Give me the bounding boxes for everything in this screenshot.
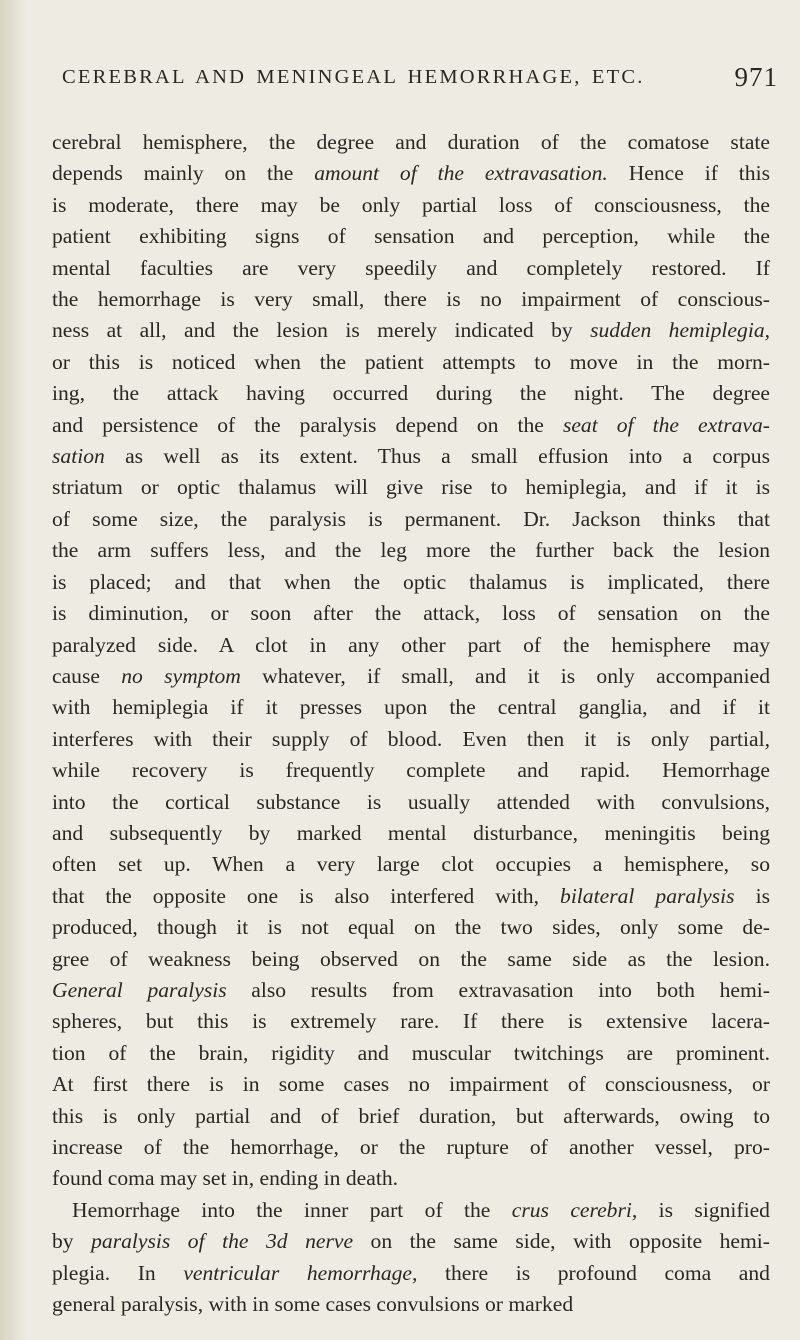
text-run: is bbox=[734, 883, 770, 908]
text-line bbox=[52, 1195, 770, 1226]
text-line bbox=[52, 190, 770, 221]
text-line bbox=[52, 1101, 770, 1132]
page-number: 971 bbox=[734, 62, 778, 92]
text-run: ing, the attack having occurred during the night. The degree bbox=[52, 381, 770, 406]
text-line bbox=[52, 1258, 770, 1289]
text-run: cerebral hemisphere, the degree and duration of the comatose state bbox=[52, 130, 770, 154]
text-run: is moderate, there may be only partial loss of consciousness, the bbox=[52, 192, 770, 217]
text-run: mental faculties are very speedily and completely restored. If bbox=[52, 255, 770, 280]
text-line bbox=[52, 1006, 770, 1037]
text-run: general paralysis, with in some cases convulsions or marked bbox=[52, 1292, 574, 1317]
text-line bbox=[52, 912, 770, 943]
text-line bbox=[52, 221, 770, 252]
text-line bbox=[52, 661, 770, 692]
text-line bbox=[52, 378, 770, 409]
text-line bbox=[52, 598, 770, 629]
italic-text: crus cerebri, bbox=[511, 1197, 638, 1222]
text-line bbox=[52, 1132, 770, 1163]
text-line bbox=[52, 535, 770, 566]
text-line bbox=[52, 410, 770, 441]
text-line bbox=[52, 1289, 770, 1320]
text-run: also results from extravasation into both hemi- bbox=[226, 977, 770, 1002]
text-line bbox=[52, 630, 770, 661]
text-line bbox=[52, 881, 770, 912]
text-line bbox=[52, 755, 770, 786]
italic-text: sudden hemiplegia, bbox=[590, 318, 771, 343]
text-run: as well as its extent. Thus a small effusion into a corpus bbox=[104, 444, 770, 469]
text-run: the hemorrhage is very small, there is no impairment of conscious- bbox=[52, 287, 770, 312]
text-run: while recovery is frequently complete and rapid. Hemorrhage bbox=[52, 758, 770, 783]
text-run: on the same side, with opposite hemi- bbox=[353, 1229, 770, 1254]
text-run: paralyzed side. A clot in any other part of the hemisphere may bbox=[52, 632, 770, 657]
body-text bbox=[52, 127, 770, 1320]
text-line bbox=[52, 1163, 770, 1194]
text-line bbox=[52, 347, 770, 378]
text-run: cause bbox=[52, 663, 122, 688]
text-line bbox=[52, 441, 770, 472]
text-line bbox=[52, 158, 770, 189]
text-run: interferes with their supply of blood. Even then it is only partial, bbox=[52, 726, 770, 751]
text-run: Hemorrhage into the inner part of the bbox=[72, 1197, 512, 1222]
text-run: striatum or optic thalamus will give rise to hemiplegia, and if it is bbox=[52, 475, 770, 500]
page-edge-shadow bbox=[0, 0, 26, 1340]
text-run: found coma may set in, ending in death. bbox=[52, 1166, 399, 1191]
text-line bbox=[52, 975, 770, 1006]
text-run: patient exhibiting signs of sensation and perception, while the bbox=[52, 224, 770, 249]
text-line bbox=[52, 787, 770, 818]
text-run: is placed; and that when the optic thalamus is implicated, there bbox=[52, 569, 770, 594]
text-line bbox=[52, 1038, 770, 1069]
text-run: ness at all, and the lesion is merely indicated by bbox=[52, 318, 591, 343]
text-line bbox=[52, 284, 770, 315]
text-line bbox=[52, 504, 770, 535]
text-run: gree of weakness being observed on the same side as the lesion. bbox=[52, 946, 770, 971]
text-run: of some size, the paralysis is permanent. Dr. Jackson thinks that bbox=[52, 506, 770, 531]
text-run: the arm suffers less, and the leg more the further back the lesion bbox=[52, 538, 770, 563]
text-run: is diminution, or soon after the attack, loss of sensation on the bbox=[52, 601, 770, 626]
italic-text: seat of the extrava- bbox=[562, 412, 770, 437]
text-line bbox=[52, 1069, 770, 1100]
text-line bbox=[52, 472, 770, 503]
text-run: increase of the hemorrhage, or the rupture of another vessel, pro- bbox=[52, 1135, 770, 1159]
text-run: this is only partial and of brief duration, but afterwards, owing to bbox=[52, 1103, 770, 1128]
text-run: with hemiplegia if it presses upon the central ganglia, and if it bbox=[52, 695, 770, 720]
text-line bbox=[52, 692, 770, 723]
italic-text: ventricular hemorrhage, bbox=[183, 1260, 418, 1285]
text-line bbox=[52, 127, 770, 158]
italic-text: General paralysis bbox=[52, 977, 227, 1002]
text-run: whatever, if small, and it is only accompanied bbox=[240, 663, 770, 688]
italic-text: paralysis of the 3d nerve bbox=[91, 1229, 354, 1254]
text-run: tion of the brain, rigidity and muscular twitchings are prominent. bbox=[52, 1040, 770, 1065]
text-run: plegia. In bbox=[52, 1260, 184, 1285]
text-run: and subsequently by marked mental disturbance, meningitis being bbox=[52, 820, 770, 845]
text-run: by bbox=[52, 1229, 92, 1254]
text-run: produced, though it is not equal on the two sides, only some de- bbox=[52, 915, 770, 940]
text-run: Hence if this bbox=[607, 161, 770, 186]
running-title: CEREBRAL AND MENINGEAL HEMORRHAGE, ETC. bbox=[62, 66, 645, 88]
text-line bbox=[52, 315, 770, 346]
text-line bbox=[52, 849, 770, 880]
text-line bbox=[52, 567, 770, 598]
text-line bbox=[52, 944, 770, 975]
text-line bbox=[52, 1226, 770, 1257]
running-head bbox=[62, 62, 778, 100]
text-run: there is profound coma and bbox=[417, 1260, 770, 1285]
text-line bbox=[52, 253, 770, 284]
text-run: depends mainly on the bbox=[52, 161, 315, 186]
text-run: often set up. When a very large clot occupies a hemisphere, so bbox=[52, 852, 770, 877]
italic-text: no symptom bbox=[121, 663, 241, 688]
italic-text: bilateral paralysis bbox=[560, 883, 735, 908]
text-line bbox=[52, 818, 770, 849]
text-line bbox=[52, 724, 770, 755]
text-run: and persistence of the paralysis depend on the bbox=[52, 412, 563, 437]
text-run: is signified bbox=[637, 1197, 770, 1222]
text-run: or this is noticed when the patient attempts to move in the morn- bbox=[52, 349, 770, 374]
text-run: spheres, but this is extremely rare. If there is extensive lacera- bbox=[52, 1009, 770, 1034]
text-run: into the cortical substance is usually attended with convulsions, bbox=[52, 789, 770, 814]
text-run: that the opposite one is also interfered with, bbox=[52, 883, 561, 908]
italic-text: sation bbox=[52, 444, 105, 469]
italic-text: amount of the extravasation. bbox=[314, 161, 608, 186]
text-run: At first there is in some cases no impairment of consciousness, or bbox=[52, 1072, 770, 1097]
